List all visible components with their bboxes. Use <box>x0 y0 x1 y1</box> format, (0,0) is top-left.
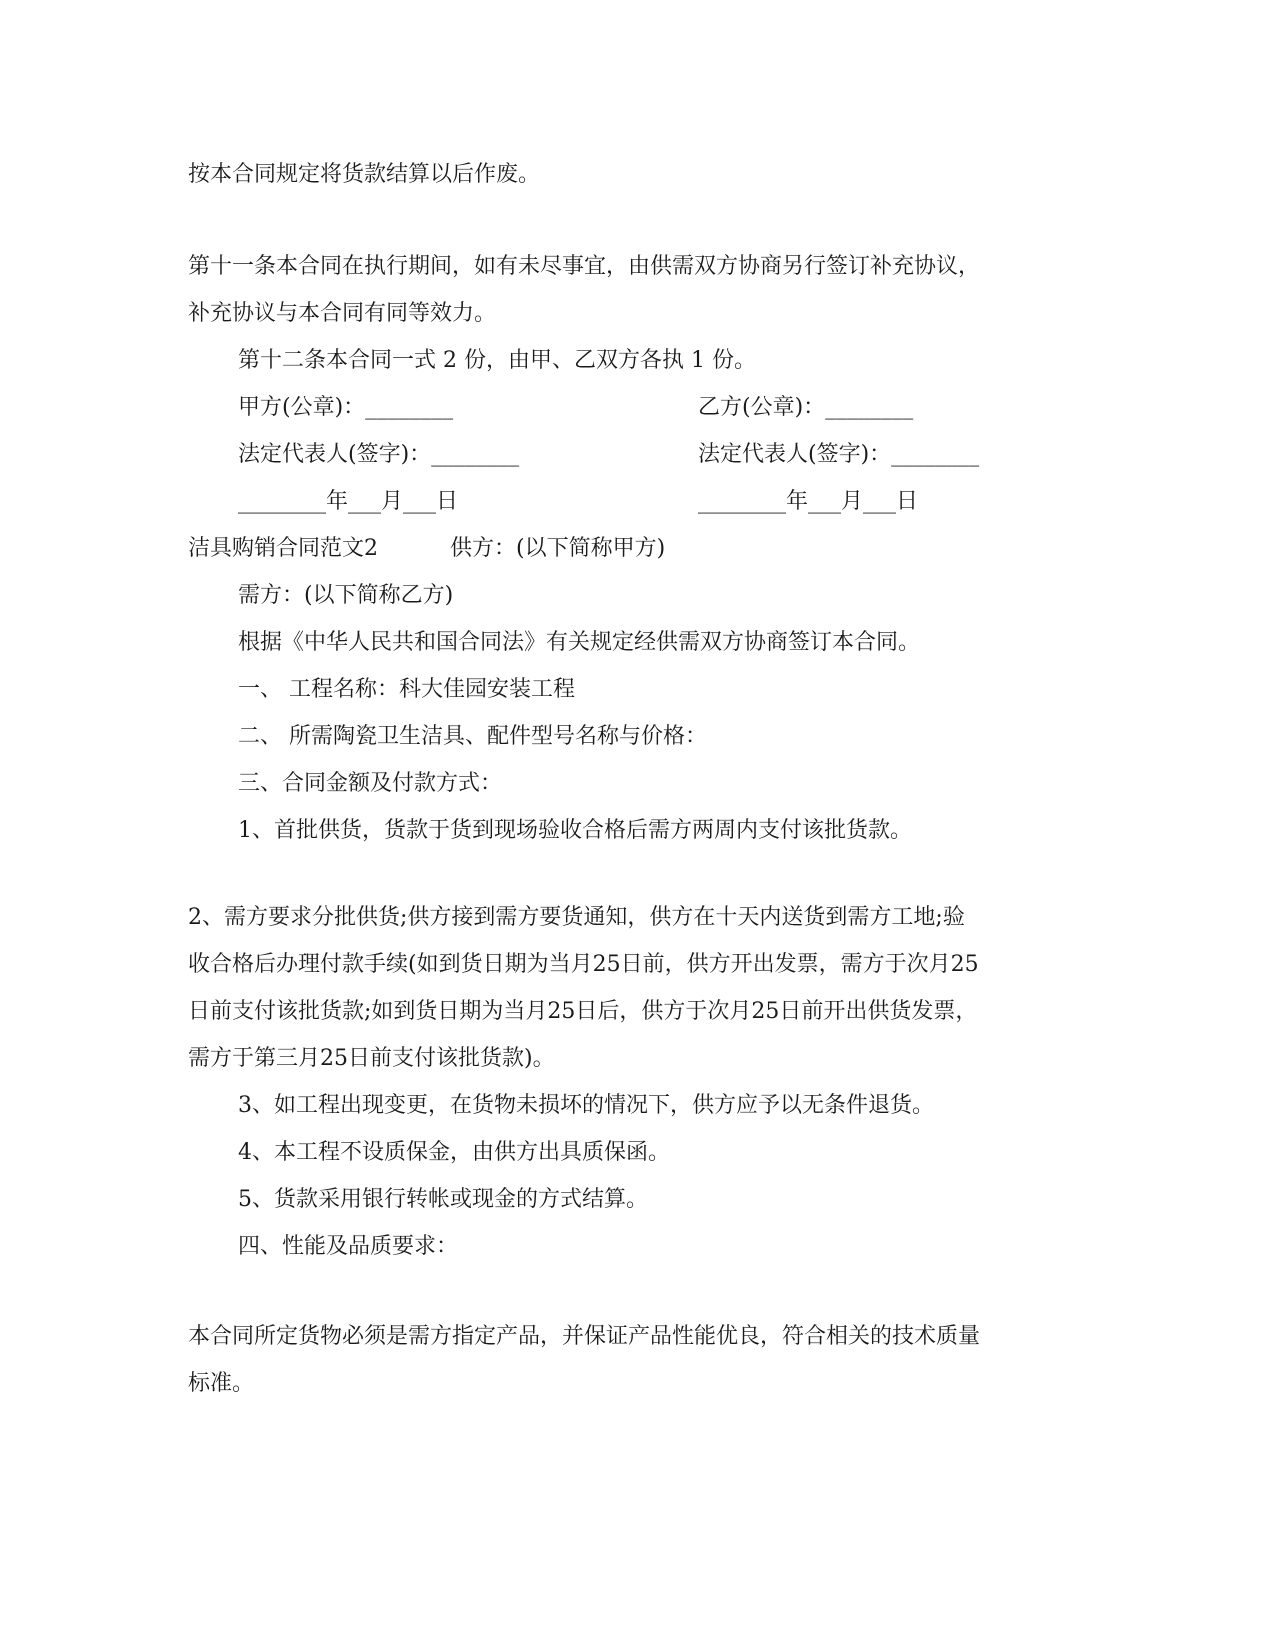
payment-clause-2-line-2: 收合格后办理付款手续(如到货日期为当月25日前，供方开出发票，需方于次月25 <box>188 952 979 977</box>
supplier-line: 供方：(以下简称甲方) <box>450 536 666 561</box>
payment-clause-2-line-3: 日前支付该批货款;如到货日期为当月25日后，供方于次月25日前开出供货发票， <box>188 999 978 1024</box>
payment-clause-5: 5、货款采用银行转帐或现金的方式结算。 <box>238 1187 648 1212</box>
article-12: 第十二条本合同一式 2 份，由甲、乙双方各执 1 份。 <box>238 348 756 373</box>
item-2-products: 二、 所需陶瓷卫生洁具、配件型号名称与价格： <box>238 724 707 749</box>
payment-clause-3: 3、如工程出现变更，在货物未损坏的情况下，供方应予以无条件退货。 <box>238 1093 934 1118</box>
quality-line-1: 本合同所定货物必须是需方指定产品，并保证产品性能优良，符合相关的技术质量 <box>188 1324 981 1349</box>
paragraph: 按本合同规定将货款结算以后作废。 <box>188 162 541 187</box>
party-b-date: ________年___月___日 <box>698 489 919 514</box>
item-1-project-name: 一、 工程名称：科大佳园安装工程 <box>238 677 575 702</box>
legal-basis: 根据《中华人民共和国合同法》有关规定经供需双方协商签订本合同。 <box>238 630 921 655</box>
payment-clause-4: 4、本工程不设质保金，由供方出具质保函。 <box>238 1140 670 1165</box>
party-a-date: ________年___月___日 <box>238 489 459 514</box>
payment-clause-1: 1、首批供货，货款于货到现场验收合格后需方两周内支付该批货款。 <box>238 818 912 843</box>
payment-clause-2-line-4: 需方于第三月25日前支付该批货款)。 <box>188 1046 555 1071</box>
contract-2-title: 洁具购销合同范文2 <box>188 536 378 561</box>
party-a-representative: 法定代表人(签字)：________ <box>238 442 520 467</box>
item-3-payment: 三、合同金额及付款方式： <box>238 771 503 796</box>
party-b-representative: 法定代表人(签字)：________ <box>698 442 980 467</box>
party-a-seal: 甲方(公章)：________ <box>238 395 454 420</box>
payment-clause-2-line-1: 2、需方要求分批供货;供方接到需方要货通知，供方在十天内送货到需方工地;验 <box>188 905 965 930</box>
buyer-line: 需方：(以下简称乙方) <box>238 583 454 608</box>
party-b-seal: 乙方(公章)：________ <box>698 395 914 420</box>
item-4-quality: 四、性能及品质要求： <box>238 1234 459 1259</box>
article-11-line-2: 补充协议与本合同有同等效力。 <box>188 301 497 326</box>
article-11-line-1: 第十一条本合同在执行期间，如有未尽事宜，由供需双方协商另行签订补充协议， <box>188 254 981 279</box>
quality-line-2: 标准。 <box>188 1371 255 1396</box>
